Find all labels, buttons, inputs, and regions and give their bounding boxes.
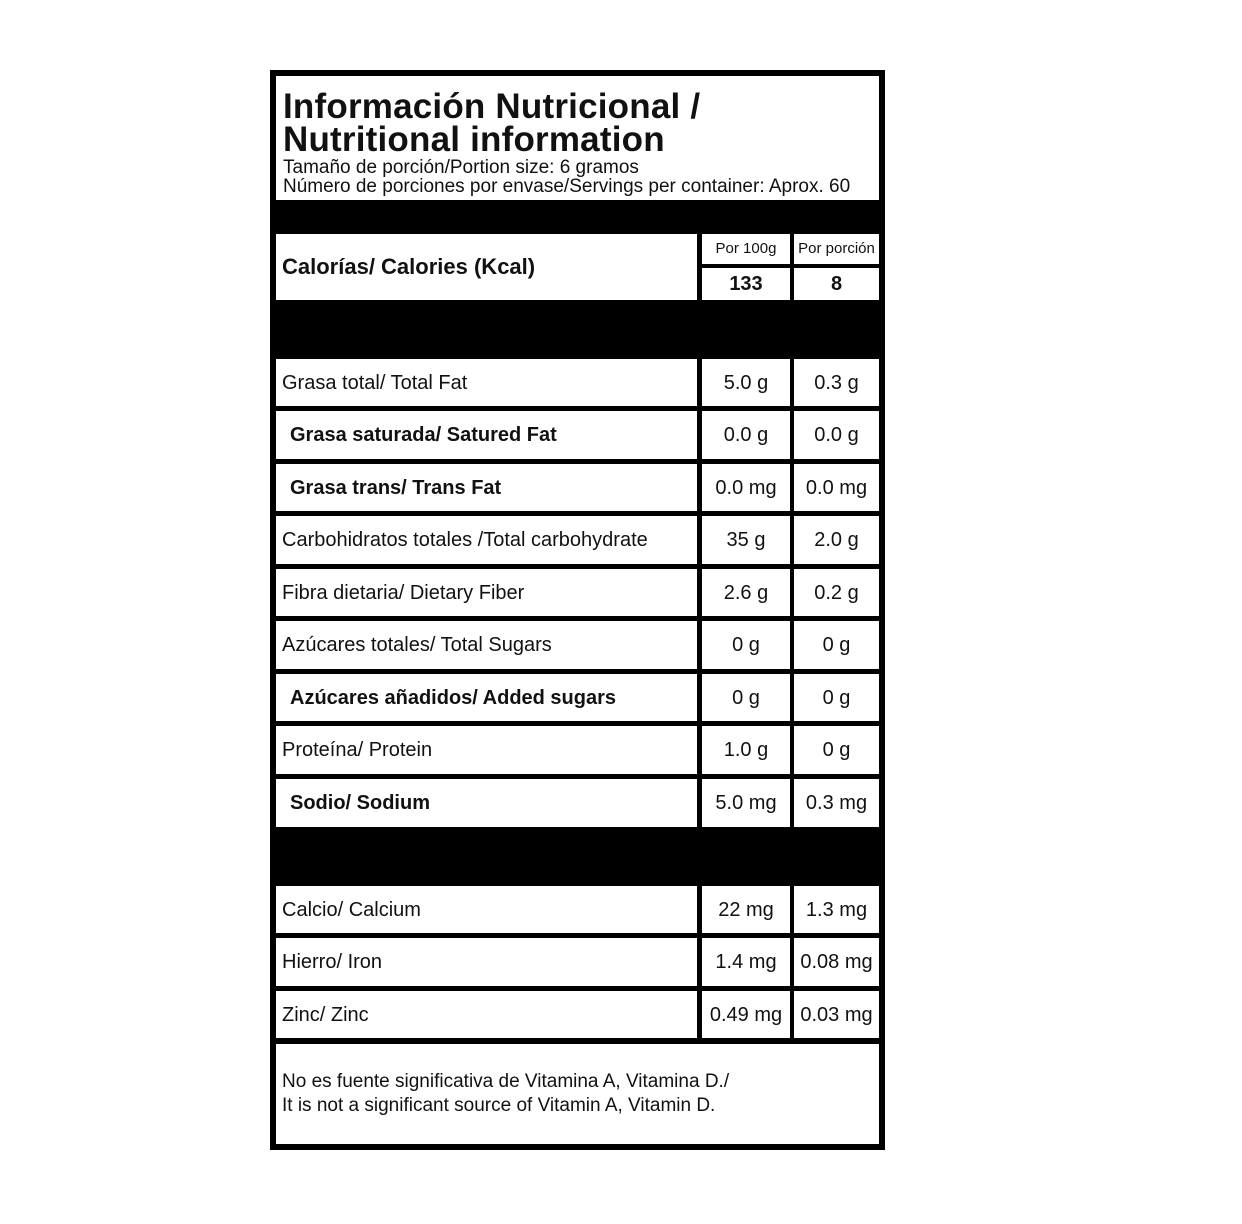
nutrient-perserving: 0.3 mg [805, 792, 868, 814]
nutrition-facts-panel [270, 70, 885, 1150]
title-line-2: Nutritional information [283, 120, 665, 159]
mineral-per100: 1.4 mg [715, 951, 777, 973]
calories-perserving-cell [794, 268, 879, 300]
header-box [276, 76, 879, 200]
nutrient-label: Carbohidratos totales /Total carbohydrate [282, 529, 648, 551]
mineral-per100: 0.49 mg [709, 1004, 783, 1026]
mineral-perserving: 1.3 mg [805, 899, 868, 921]
nutrient-label: Azúcares totales/ Total Sugars [282, 634, 552, 656]
mineral-label: Zinc/ Zinc [282, 1004, 369, 1026]
footer-box [276, 1044, 879, 1144]
calories-per100: 133 [729, 273, 763, 295]
nutrient-label: Grasa trans/ Trans Fat [290, 477, 502, 499]
nutrient-per100: 35 g [726, 529, 766, 551]
nutrient-perserving: 0 g [822, 687, 851, 709]
nutrient-label: Azúcares añadidos/ Added sugars [290, 687, 617, 709]
nutrient-perserving: 2.0 g [814, 529, 859, 551]
mineral-label: Hierro/ Iron [282, 951, 383, 973]
nutrient-label: Sodio/ Sodium [290, 792, 430, 814]
nutrient-perserving: 0.0 g [814, 424, 859, 446]
mineral-label: Calcio/ Calcium [282, 899, 421, 921]
nutrient-perserving: 0.3 g [814, 372, 859, 394]
nutrient-perserving: 0 g [822, 739, 851, 761]
col-header-perserving: Por porción [794, 234, 879, 264]
nutrient-per100: 0 g [732, 634, 760, 656]
footer-line-1: No es fuente significativa de Vitamina A, Vitamina D./ [282, 1071, 730, 1092]
nutrient-per100: 5.0 g [723, 372, 769, 394]
footer-line-2: It is not a significant source of Vitamin A, Vitamin D. [282, 1095, 716, 1116]
servings-per-container: Número de porciones por envase/Servings per container: Aprox. 60 [283, 176, 851, 197]
nutrient-per100: 0.0 mg [715, 477, 777, 499]
nutrient-perserving: 0.2 g [814, 582, 859, 604]
col-header-per100: Por 100g [702, 234, 790, 264]
nutrient-label: Fibra dietaria/ Dietary Fiber [282, 582, 525, 604]
nutrient-per100: 0.0 g [723, 424, 769, 446]
serving-size: Tamaño de porción/Portion size: 6 gramos [283, 157, 639, 178]
nutrient-per100: 2.6 g [723, 582, 769, 604]
nutrient-label: Grasa total/ Total Fat [282, 372, 468, 394]
nutrient-label: Proteína/ Protein [282, 739, 433, 761]
nutrient-per100: 5.0 mg [715, 792, 777, 814]
mineral-perserving: 0.08 mg [800, 951, 873, 973]
title-line-1: Información Nutricional / [283, 87, 701, 126]
nutrient-perserving: 0 g [822, 634, 851, 656]
calories-perserving: 8 [830, 273, 843, 295]
nutrient-per100: 0 g [732, 687, 760, 709]
nutrient-label: Grasa saturada/ Satured Fat [290, 424, 557, 446]
nutrient-perserving: 0.0 mg [805, 477, 868, 499]
calories-label: Calorías/ Calories (Kcal) [282, 254, 536, 279]
mineral-per100: 22 mg [718, 899, 774, 921]
calories-per100-cell [702, 268, 790, 300]
mineral-perserving: 0.03 mg [800, 1004, 873, 1026]
nutrient-per100: 1.0 g [723, 739, 769, 761]
calories-label-cell [276, 234, 697, 300]
